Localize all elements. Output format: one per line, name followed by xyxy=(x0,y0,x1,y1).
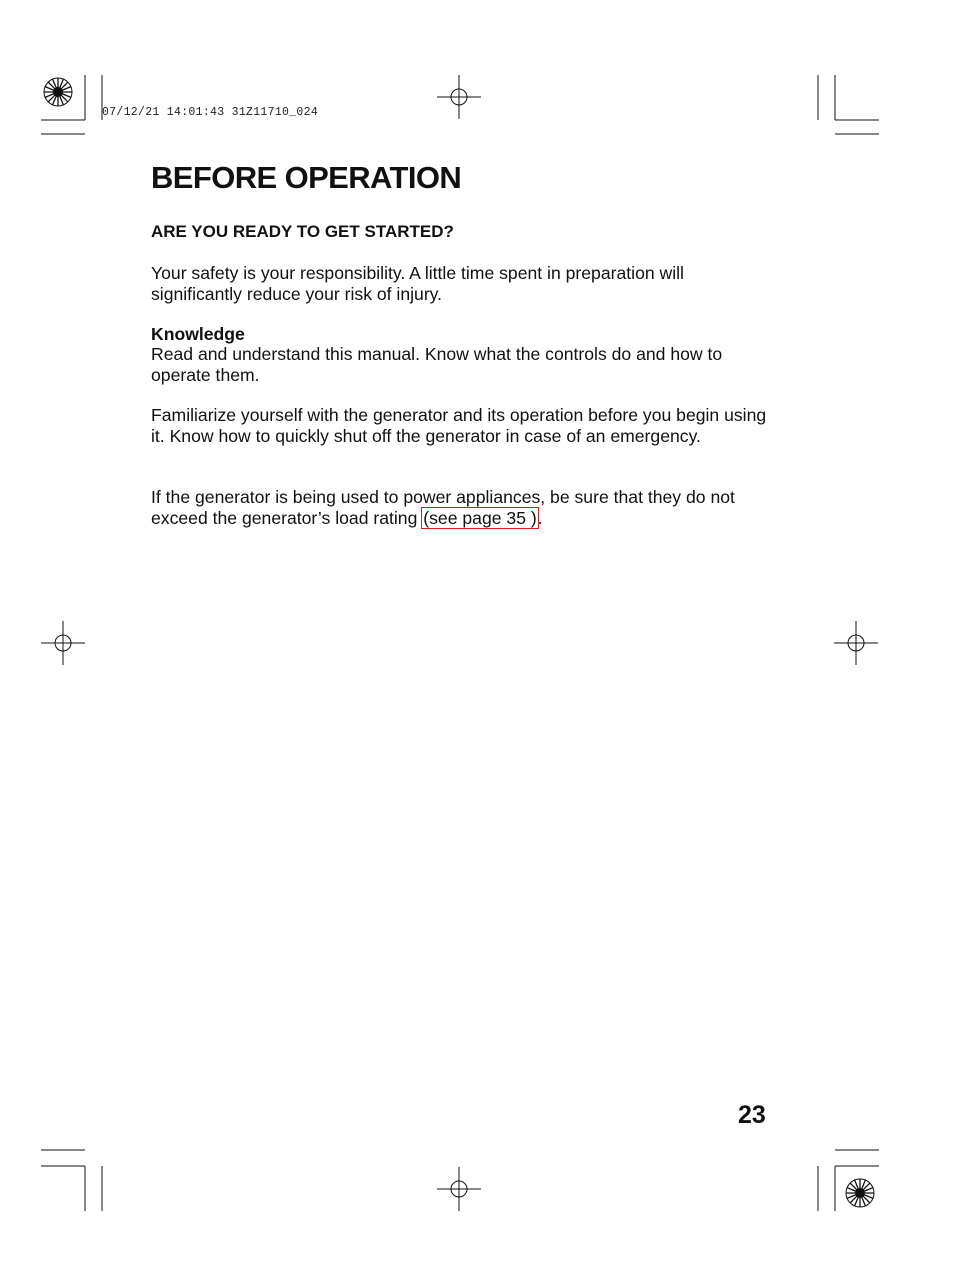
crop-mark-top-left xyxy=(41,75,102,134)
section-heading: ARE YOU READY TO GET STARTED? xyxy=(151,222,454,241)
registration-mark-left xyxy=(41,621,85,665)
crop-mark-top-right xyxy=(818,75,879,134)
knowledge-paragraph-manual: Read and understand this manual. Know what the controls do and how to operate them. xyxy=(151,344,723,385)
knowledge-heading: Knowledge xyxy=(151,324,245,344)
registration-mark-bottom xyxy=(437,1167,481,1211)
load-rating-period: . xyxy=(537,507,543,528)
knowledge-paragraph-load-rating xyxy=(151,487,771,528)
knowledge-paragraph-familiarize: Familiarize yourself with the generator and its operation before you begin using it. Know how to quickly shut off the generator in case of an emergency. xyxy=(151,405,767,446)
starburst-mark-top-left xyxy=(44,78,72,106)
page-title: BEFORE OPERATION xyxy=(151,160,462,195)
print-timestamp: 07/12/21 14:01:43 31Z11710_024 xyxy=(102,106,319,119)
intro-paragraph: Your safety is your responsibility. A little time spent in preparation will significantly reduce your risk of injury. xyxy=(151,263,684,304)
crop-mark-bottom-right xyxy=(818,1150,879,1211)
starburst-mark-bottom-right xyxy=(846,1179,874,1207)
page-number: 23 xyxy=(738,1101,766,1129)
registration-mark-top xyxy=(437,75,481,119)
load-rating-text: If the generator is being used to power appliances, be sure that they do not exceed the generator’s load rating xyxy=(151,487,735,528)
see-page-link[interactable]: (see page 35 ) xyxy=(423,507,537,528)
crop-mark-bottom-left xyxy=(41,1150,102,1211)
registration-mark-right xyxy=(834,621,878,665)
